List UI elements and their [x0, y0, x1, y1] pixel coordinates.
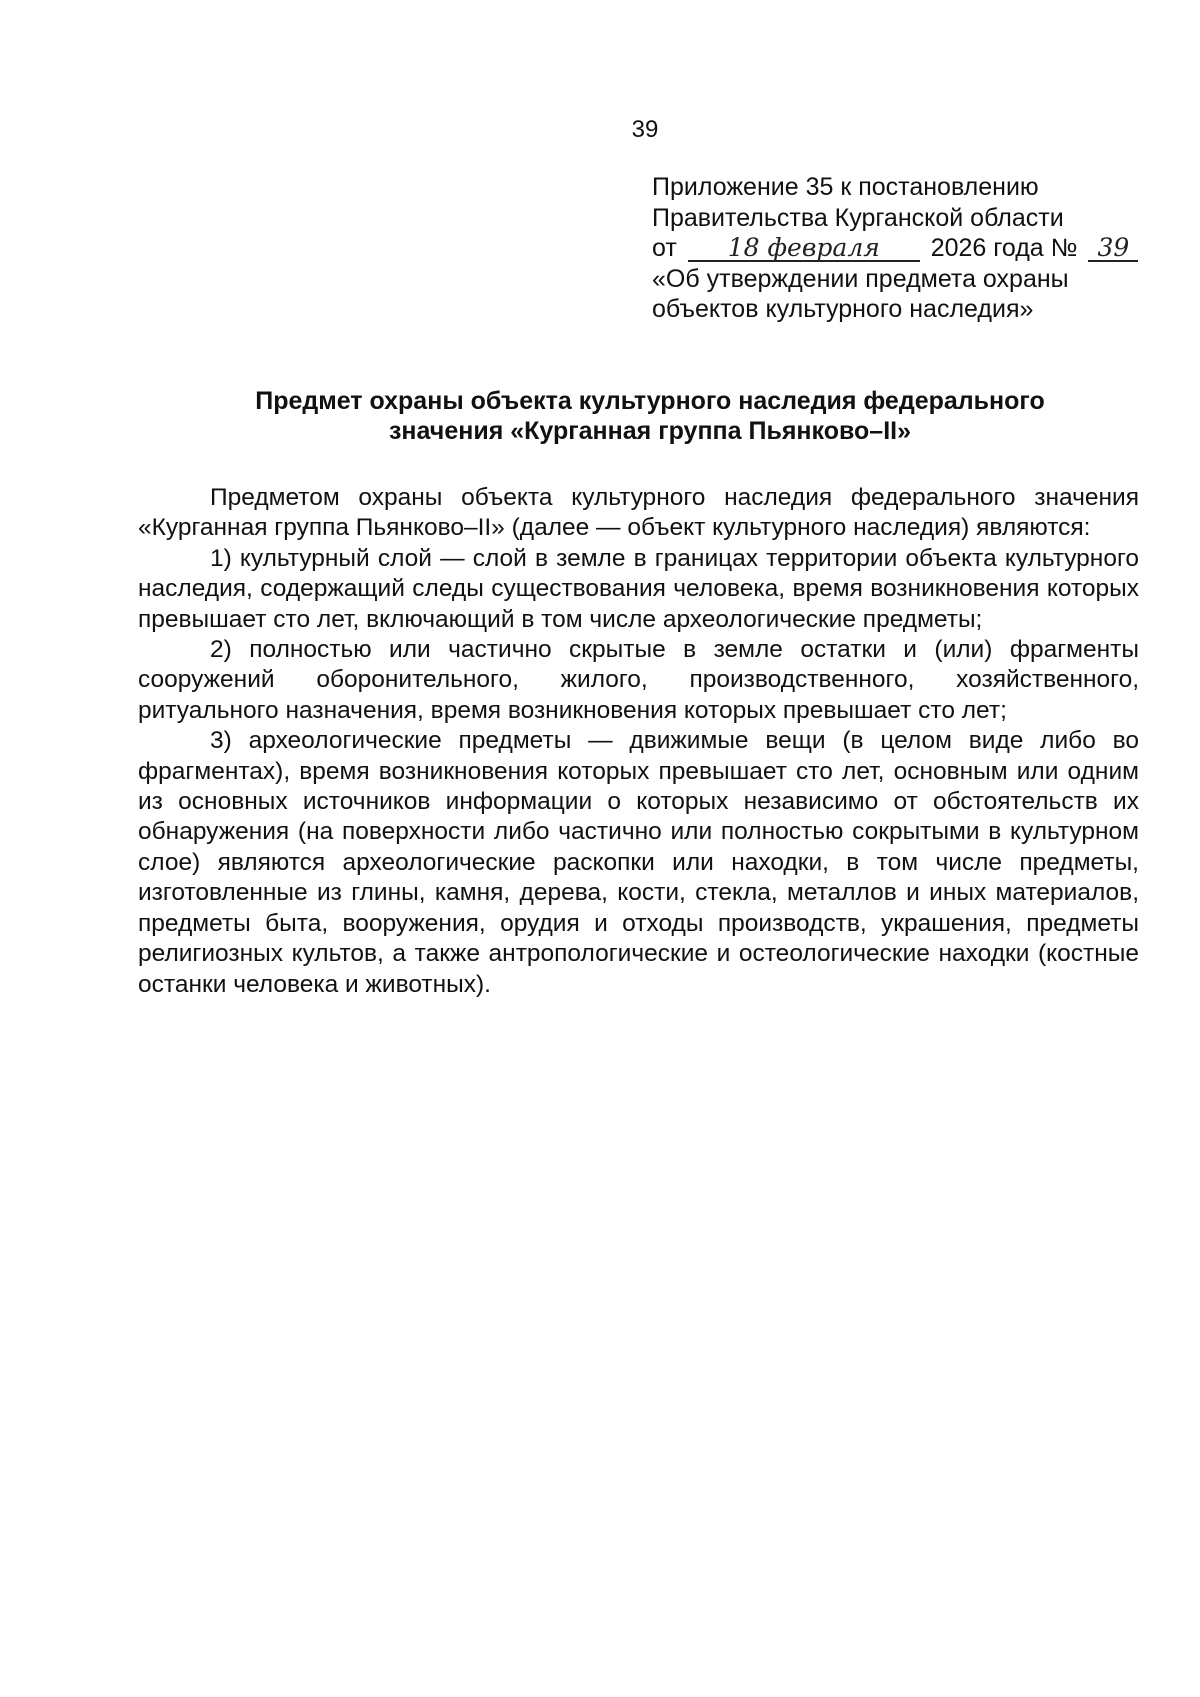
appendix-line-1: Приложение 35 к постановлению: [652, 173, 1039, 201]
appendix-date-line: [652, 233, 1132, 264]
page-number: 39: [631, 116, 659, 143]
appendix-line-2: Правительства Курганской области: [652, 203, 1064, 232]
title-line-2: значения «Курганная группа Пьянково–II»: [389, 417, 911, 445]
handwritten-number: 39: [1088, 236, 1138, 262]
appendix-line-4: «Об утверждении предмета охраны: [652, 264, 1069, 293]
document-body: [138, 483, 1139, 1000]
list-item-3: 3) археологические предметы — движимые вещи (в целом виде либо во фрагментах), время возникновения которых превышает сто лет, основным или одним из основных источников информации о которых независимо от обстоятельств их обнаружения (на поверхности либо частично или полностью сокрытыми в культурном слое) являются археологические раскопки или находки, в том числе предметы, изготовленные из глины, камня, дерева, кости, стекла, металлов и иных материалов, предметы быта, вооружения, орудия и отходы производств, украшения, предметы религиозных культов, а также антропологические и остеологические находки (костные останки человека и животных).: [138, 727, 1139, 998]
list-item-1: 1) культурный слой — слой в земле в границах территории объекта культурного наследия, содержащий следы существования человека, время возникновения которых превышает сто лет, включающий в том числе археологические предметы;: [138, 544, 1139, 633]
intro-paragraph: Предметом охраны объекта культурного наследия федерального значения «Курганная группа Пьянково–II» (далее — объект культурного наследия) являются:: [138, 484, 1139, 542]
appendix-line-5: объектов культурного наследия»: [652, 295, 1034, 323]
title-line-1: Предмет охраны объекта культурного наследия федерального: [255, 387, 1045, 415]
year-suffix: 2026 года №: [930, 234, 1078, 262]
date-prefix: от: [652, 234, 677, 262]
document-title: [150, 386, 1150, 446]
appendix-header: [652, 172, 1132, 325]
handwritten-date: 18 февраля: [688, 236, 920, 262]
list-item-2: 2) полностью или частично скрытые в земле остатки и (или) фрагменты сооружений оборонительного, жилого, производственного, хозяйственного, ритуального назначения, время возникновения которых превышает сто лет;: [138, 636, 1139, 724]
